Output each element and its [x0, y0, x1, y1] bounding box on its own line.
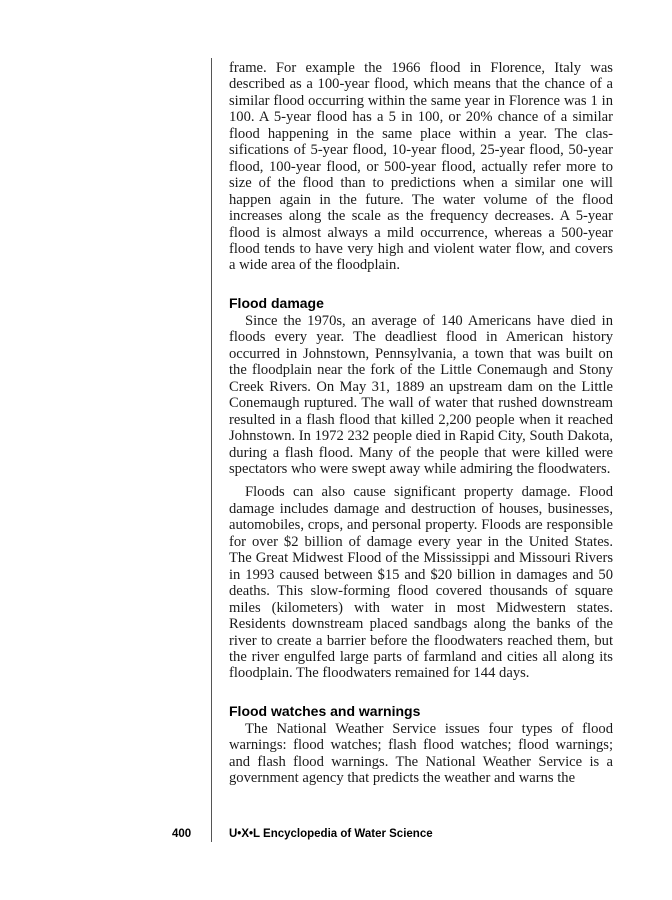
heading-flood-watches: Flood watches and warnings: [229, 702, 421, 719]
watches-paragraph-1: The National Weather Service issues four types of flood warnings: flood watches; flash flood watches; flood warnings; and flash flood warnings. The National Weather Service is a government agency that predicts the weather and warns the: [229, 720, 613, 787]
damage-paragraph-2: Floods can also cause significant property damage. Flood damage includes damage and destruction of houses, businesses, automobiles, crops, and personal property. Floods are responsible for over $2 billion of damage every year in the United States. The Great Midwest Flood of the Mississippi and Missouri Rivers in 1993 caused between $15 and $20 billion in damages and 50 deaths. This slow-forming flood covered thousands of square miles (kilometers) with water in most Midwestern states. Residents downstream placed sandbags along the banks of the river to create a barrier before the floodwaters reached them, but the river engulfed large parts of farmland and cities all along its floodplain. The floodwaters remained for 144 days.: [229, 484, 613, 682]
book-title: U•X•L Encyclopedia of Water Science: [229, 828, 433, 840]
text-column: [229, 60, 613, 787]
intro-paragraph: frame. For example the 1966 flood in Florence, Italy was described as a 100-year flood, which means that the chance of a similar flood occurring within the same year in Florence was 1 in 100. A 5-year flood has a 5 in 100, or 20% chance of a similar flood happening in the same place within a year. The classifications of 5-year flood, 10-year flood, 25-year flood, 50-year flood, 100-year flood, or 500-year flood, actually refer more to size of the flood than to predictions when a similar one will happen again in the future. The water volume of the flood increases along the scale as the frequency decreases. A 5-year flood is almost always a mild occurrence, whereas a 500-year flood tends to have very high and violent water flow, and covers a wide area of the floodplain.: [229, 60, 613, 274]
damage-paragraph-1: Since the 1970s, an average of 140 Americans have died in floods every year. The deadliest flood in American history occurred in Johnstown, Pennsylvania, a town that was built on the floodplain near the fork of the Little Conemaugh and Stony Creek Rivers. On May 31, 1889 an upstream dam on the Little Conemaugh ruptured. The wall of water that rushed downstream resulted in a flash flood that killed 2,200 people when it reached Johnstown. In 1972 232 people died in Rapid City, South Dakota, during a flash flood. Many of the people that were killed were spectators who were swept away while admiring the floodwaters.: [229, 312, 613, 477]
page-number: 400: [172, 828, 192, 840]
margin-rule: [211, 58, 212, 842]
heading-flood-damage: Flood damage: [229, 294, 324, 311]
